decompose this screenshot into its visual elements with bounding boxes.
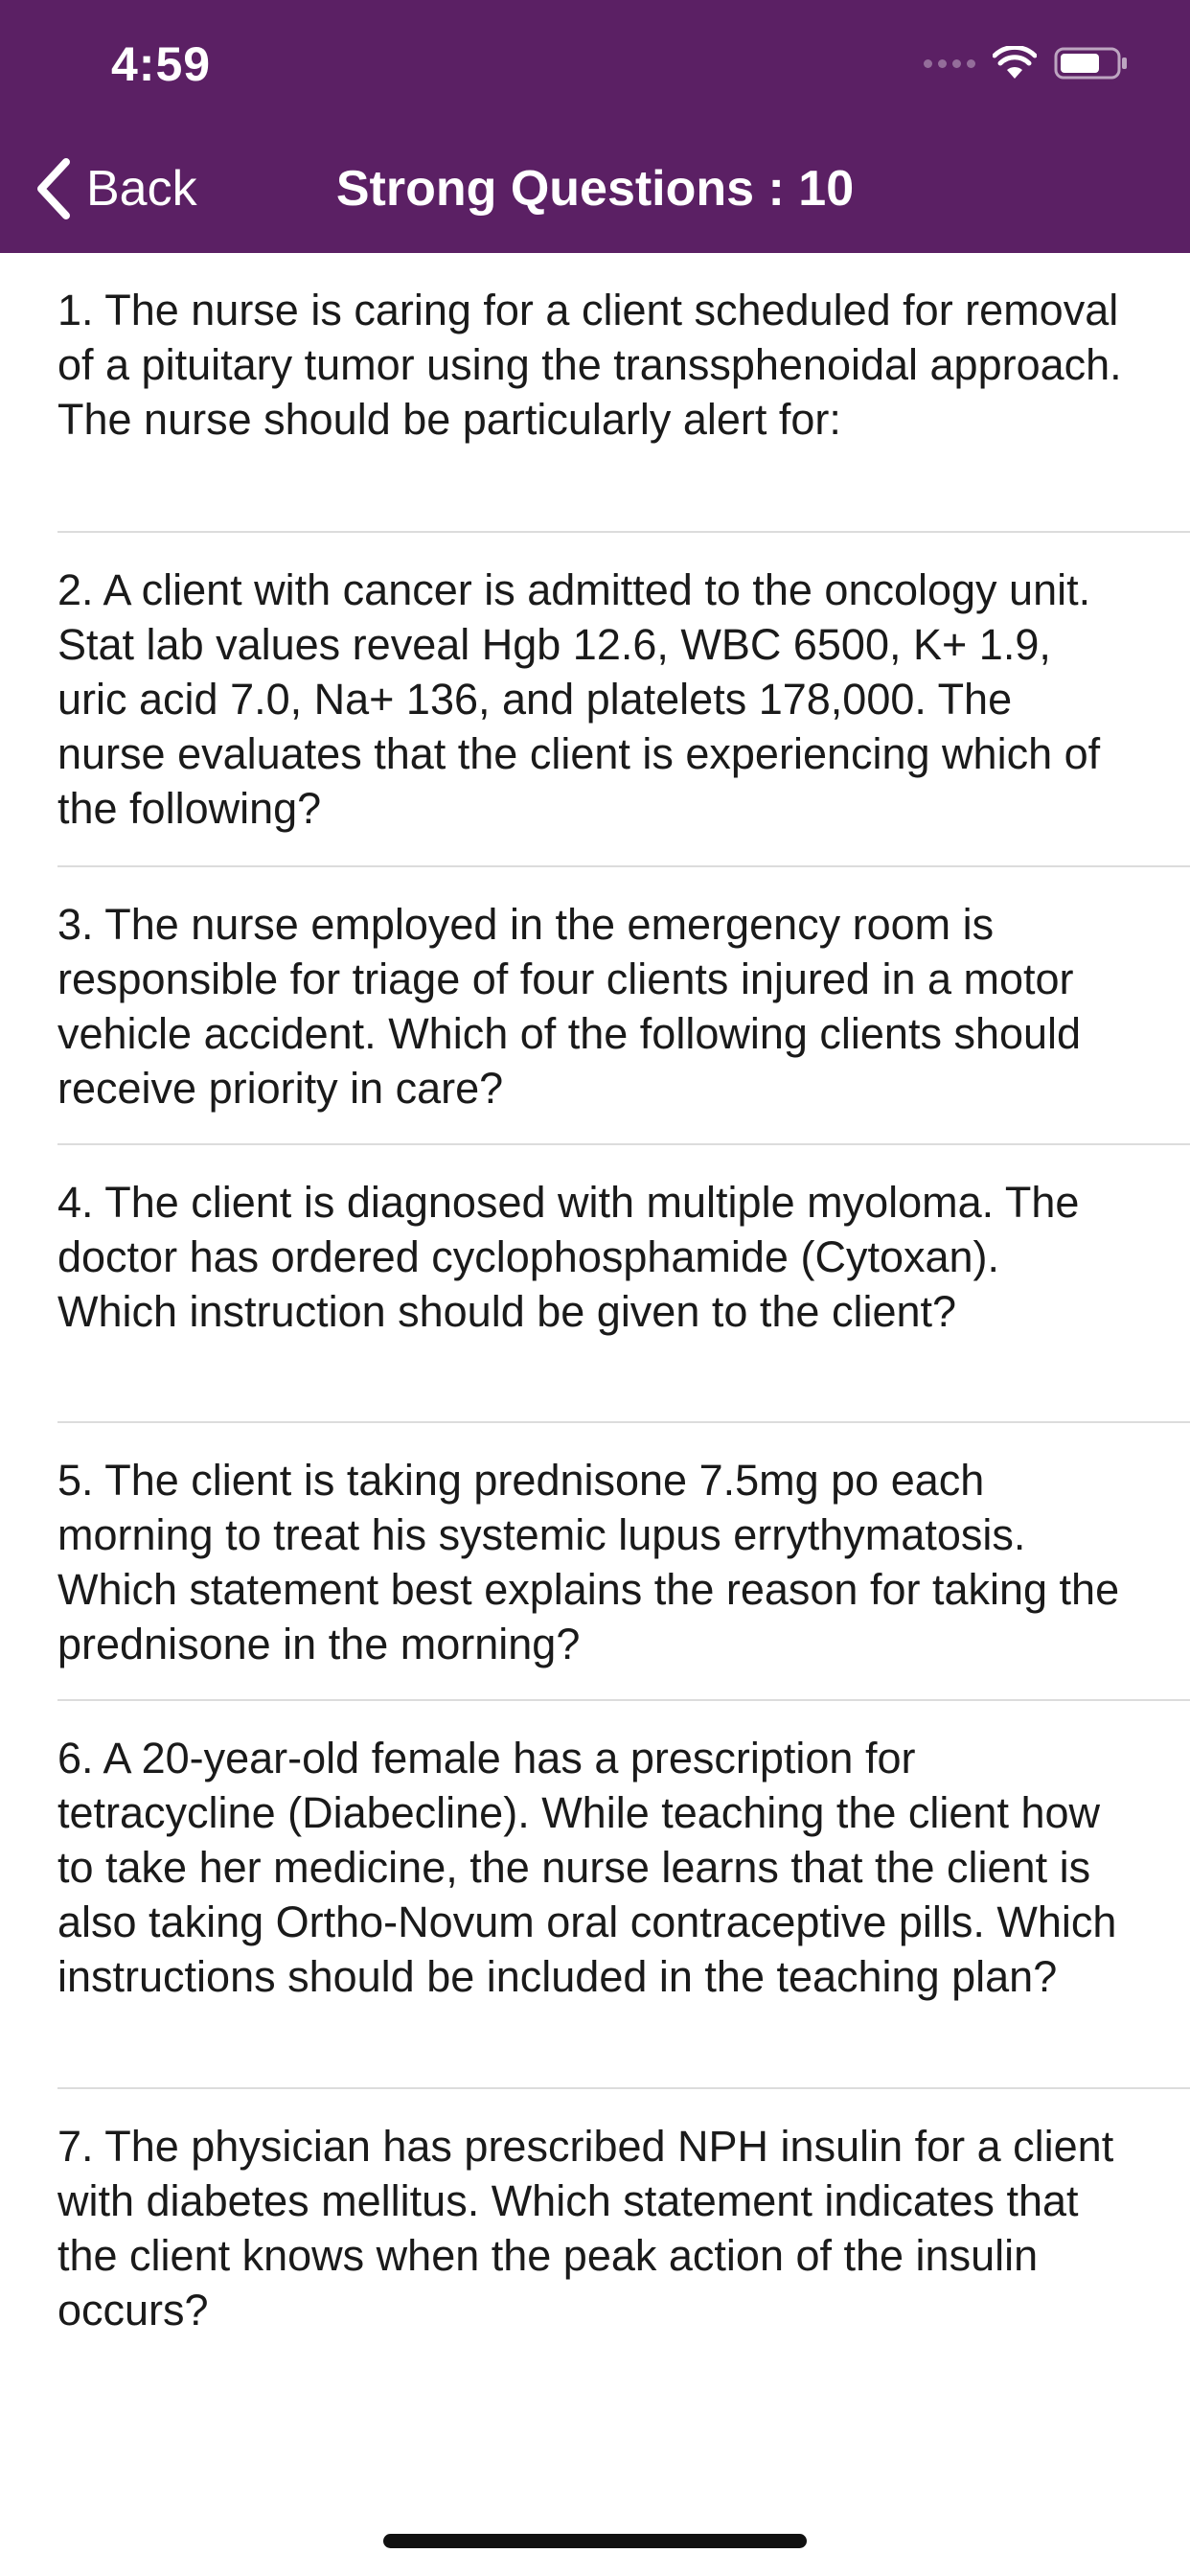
question-row-5[interactable] [57,1423,1190,1701]
question-text: 1. The nurse is caring for a client scheduled for removal of a pituitary tumor using the transsphenoidal approach. The nurse should be particularly alert for: [57,286,1122,444]
back-button[interactable] [34,153,197,224]
status-time: 4:59 [111,37,212,91]
battery-icon [1054,46,1129,80]
home-indicator[interactable] [383,2534,807,2548]
chevron-left-icon [34,157,73,220]
status-icons [924,42,1129,84]
question-text: 5. The client is taking prednisone 7.5mg po each morning to treat his systemic lupus errythymatosis. Which statement best explains the reason for taking the prednisone in the morning? [57,1456,1120,1668]
question-text: 4. The client is diagnosed with multiple myoloma. The doctor has ordered cyclophosphamide (Cytoxan). Which instruction should be given to the client? [57,1178,1080,1336]
question-text: 3. The nurse employed in the emergency room is responsible for triage of four clients injured in a motor vehicle accident. Which of the following clients should receive priority in care? [57,900,1082,1113]
question-row-2[interactable] [57,533,1190,867]
back-button-label: Back [86,161,197,217]
question-row-1[interactable] [57,253,1190,533]
signal-dots-icon [924,59,975,68]
page-title: Strong Questions : 10 [335,161,855,217]
question-row-4[interactable] [57,1145,1190,1423]
question-row-6[interactable] [57,1701,1190,2089]
question-text: 7. The physician has prescribed NPH insulin for a client with diabetes mellitus. Which statement indicates that the client knows when the peak action of the insulin occurs? [57,2122,1114,2334]
question-row-7[interactable] [57,2089,1190,2377]
navigation-header [0,0,1190,253]
question-row-3[interactable] [57,867,1190,1145]
wifi-icon [993,46,1037,80]
question-text: 6. A 20-year-old female has a prescription for tetracycline (Diabecline). While teaching the client how to take her medicine, the nurse learns that the client is also taking Ortho-Novum oral contraceptive pills. Which instructions should be included in the teaching plan? [57,1734,1117,2001]
question-text: 2. A client with cancer is admitted to the oncology unit. Stat lab values reveal Hgb 12.6, WBC 6500, K+ 1.9, uric acid 7.0, Na+ 136, and platelets 178,000. The nurse evaluates that the client is experiencing which of the following? [57,565,1101,833]
